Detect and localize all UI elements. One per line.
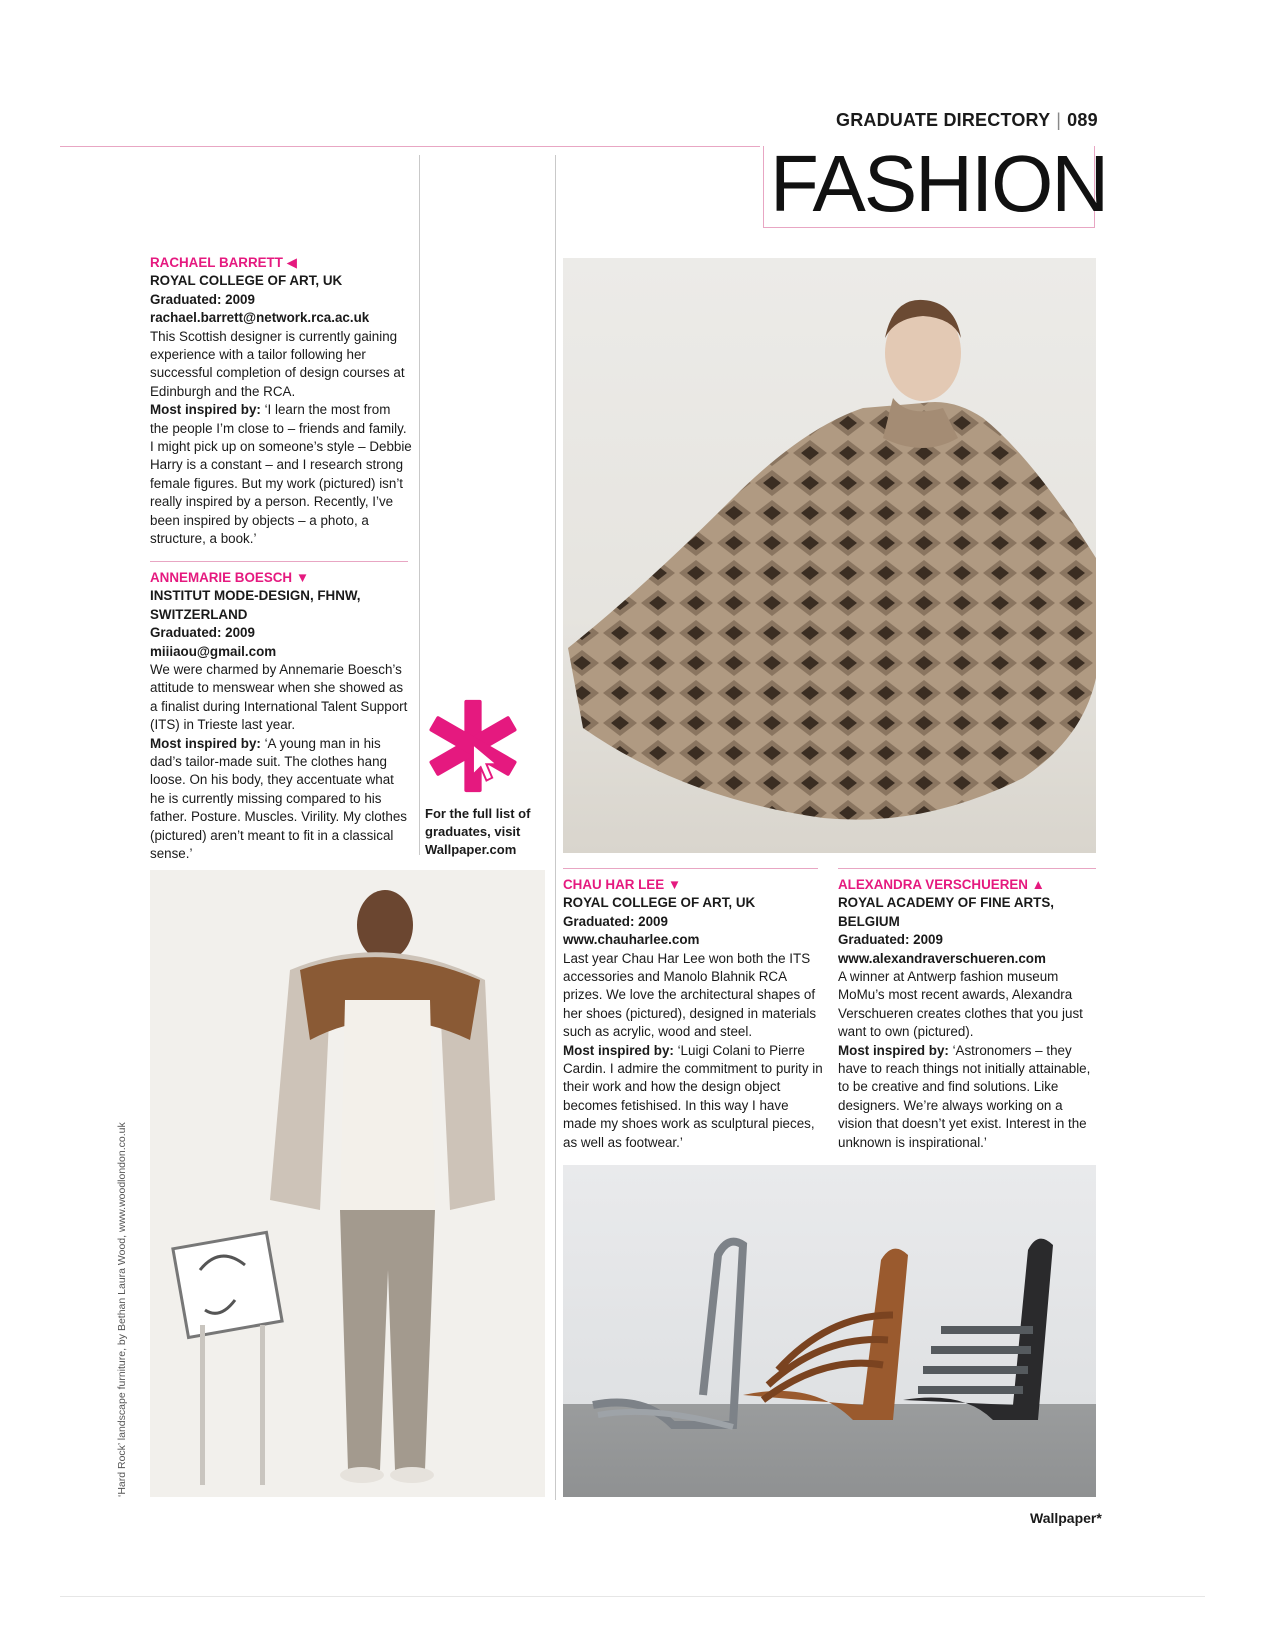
designer-name: CHAU HAR LEE ▼ xyxy=(563,877,682,892)
acrylic-shoe xyxy=(593,1242,743,1427)
page-number: 089 xyxy=(1067,110,1098,130)
designer-school: ROYAL COLLEGE OF ART, UK xyxy=(563,895,756,911)
cape-illustration xyxy=(563,258,1096,853)
shoe xyxy=(340,1467,384,1483)
menswear-illustration xyxy=(150,870,545,1497)
header-separator: | xyxy=(1056,110,1062,130)
designer-name: RACHAEL BARRETT ◀ xyxy=(150,255,297,270)
designer-school: ROYAL ACADEMY OF FINE ARTS, BELGIUM xyxy=(838,895,1055,929)
graduation-year: Graduated: 2009 xyxy=(150,291,255,307)
running-header xyxy=(836,110,1098,131)
photo-geometric-cape xyxy=(563,258,1096,853)
designer-school: ROYAL COLLEGE OF ART, UK xyxy=(150,273,343,289)
section-title: FASHION xyxy=(770,139,1108,228)
header-rule xyxy=(60,146,760,147)
inspiration-text: ‘Astronomers – they have to reach things not initially attainable, to be creative and find solutions. Like designers. We’re always working on a vision that doesn’t yet exist. Interest in the unknown is inspirational.’ xyxy=(838,1042,1091,1150)
white-top xyxy=(340,1000,435,1210)
designer-description: A winner at Antwerp fashion museum MoMu’s most recent awards, Alexandra Verschueren creates clothes that you just want to own (pictured). xyxy=(838,969,1083,1040)
trousers xyxy=(340,1210,435,1470)
designer-contact: miiiaou@gmail.com xyxy=(150,643,277,659)
column-rule-left xyxy=(419,155,420,855)
inspiration-label: Most inspired by: xyxy=(838,1042,949,1058)
designer-description: We were charmed by Annemarie Boesch’s attitude to menswear when she showed as a finalist during International Talent Support (ITS) in Trieste last year. xyxy=(150,662,408,733)
publication-logo: Wallpaper* xyxy=(1030,1510,1102,1526)
shoes-illustration xyxy=(563,1165,1096,1497)
designer-inspiration xyxy=(838,1042,1100,1152)
entry-divider xyxy=(838,868,1096,869)
asterisk-cursor-icon[interactable] xyxy=(425,698,521,794)
photo-sculptural-shoes xyxy=(563,1165,1096,1497)
furniture-leg xyxy=(200,1325,205,1485)
promo-link-text[interactable]: For the full list of graduates, visit Wallpaper.com xyxy=(425,806,531,857)
inspiration-text: ‘A young man in his dad’s tailor-made suit. The clothes hang loose. On his body, they accentuate what he is currently missing compared to his father. Posture. Muscles. Virility. My clothes (pictured) aren’t meant to fit in a classical sense.’ xyxy=(150,735,407,862)
designer-inspiration xyxy=(150,735,412,864)
designer-description: This Scottish designer is currently gaining experience with a tailor following her successful completion of design courses at Edinburgh and the RCA. xyxy=(150,328,405,399)
designer-contact: www.chauharlee.com xyxy=(563,932,700,948)
designer-contact: www.alexandraverschueren.com xyxy=(838,950,1046,966)
designer-description: Last year Chau Har Lee won both the ITS accessories and Manolo Blahnik RCA prizes. We love the architectural shapes of her shoes (pictured), designed in materials such as acrylic, wood and steel. xyxy=(563,950,817,1040)
page-bottom-rule xyxy=(60,1596,1205,1597)
designer-name: ANNEMARIE BOESCH ▼ xyxy=(150,570,310,585)
furniture-top xyxy=(173,1232,282,1337)
entry-divider xyxy=(563,868,818,869)
photo-menswear-model xyxy=(150,870,545,1497)
designer-inspiration xyxy=(563,1042,825,1152)
inspiration-text: ‘Luigi Colani to Pierre Cardin. I admire the commitment to purity in their work and how the design object becomes fetishised. In this way I have made my shoes work as sculptural pieces, as well as footwear.’ xyxy=(563,1042,823,1150)
inspiration-label: Most inspired by: xyxy=(563,1042,674,1058)
entry-annemarie-boesch xyxy=(150,569,412,864)
graduation-year: Graduated: 2009 xyxy=(563,913,668,929)
entry-alexandra-verschueren xyxy=(838,876,1100,1152)
inspiration-text: ‘I learn the most from the people I’m close to – friends and family. I might pick up on someone’s style – Debbie Harry is a constant – and I research strong female figures. But my work (pictured) isn’t really inspired by a person. Recently, I’ve been inspired by objects – a photo, a structure, a book.’ xyxy=(150,402,412,547)
furniture-leg xyxy=(260,1325,265,1485)
column-rule-center xyxy=(555,155,556,1500)
designer-name: ALEXANDRA VERSCHUEREN ▲ xyxy=(838,877,1045,892)
designer-inspiration xyxy=(150,401,412,548)
inspiration-label: Most inspired by: xyxy=(150,735,261,751)
photo-credit: ‘Hard Rock’ landscape furniture, by Bethan Laura Wood, www.woodlondon.co.uk xyxy=(116,1122,128,1497)
model-head xyxy=(357,890,413,960)
graduation-year: Graduated: 2009 xyxy=(838,932,943,948)
cape-shape xyxy=(568,402,1096,820)
section-label: GRADUATE DIRECTORY xyxy=(836,110,1051,130)
inspiration-label: Most inspired by: xyxy=(150,402,261,418)
graduation-year: Graduated: 2009 xyxy=(150,625,255,641)
black-shoe xyxy=(903,1239,1053,1420)
designer-school: INSTITUT MODE-DESIGN, FHNW, SWITZERLAND xyxy=(150,588,361,622)
designer-contact: rachael.barrett@network.rca.ac.uk xyxy=(150,310,370,326)
entry-rachael-barrett xyxy=(150,254,412,549)
entry-divider xyxy=(150,561,408,562)
entry-chau-har-lee xyxy=(563,876,825,1152)
wooden-shoe xyxy=(743,1249,908,1420)
shoe xyxy=(390,1467,434,1483)
